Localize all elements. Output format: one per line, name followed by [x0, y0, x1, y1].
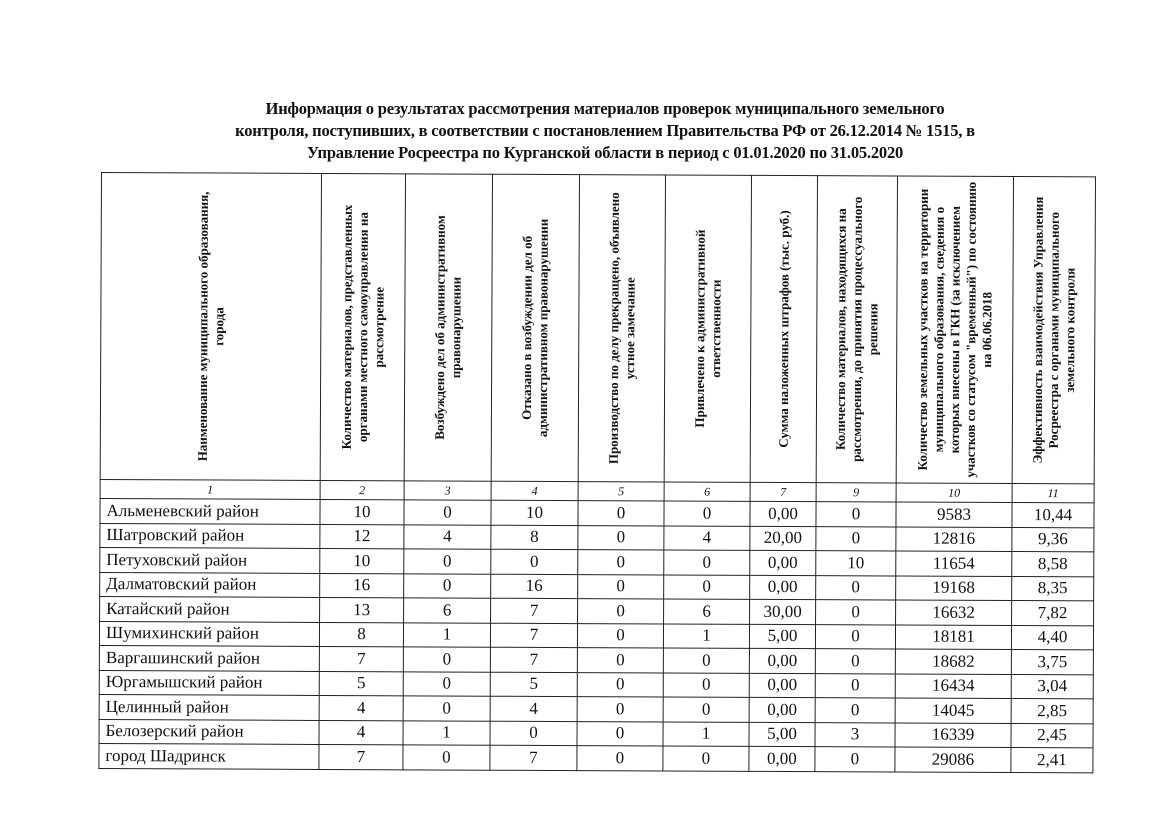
table-cell: 7: [490, 623, 577, 648]
municipality-name: Далматовский район: [100, 572, 320, 597]
table-cell: 11654: [896, 551, 1012, 576]
table-cell: 0: [404, 549, 491, 574]
column-number: 6: [664, 482, 750, 501]
table-cell: 30,00: [750, 599, 816, 624]
table-cell: 0: [578, 550, 664, 575]
municipality-name: Катайский район: [100, 596, 320, 621]
table-cell: 16: [320, 573, 404, 598]
table-cell: 0: [577, 721, 663, 746]
table-cell: 10: [491, 500, 578, 525]
table-cell: 0,00: [749, 648, 815, 673]
municipality-name: город Шадринск: [99, 743, 319, 768]
table-cell: 0: [664, 574, 750, 599]
table-cell: 0: [577, 672, 663, 697]
table-cell: 3,75: [1011, 649, 1093, 674]
header-municipality: Наименование муниципального образования, города: [100, 173, 321, 481]
title-line-1: Информация о результатах рассмотрения материалов проверок муниципального земельного: [265, 99, 945, 118]
table-cell: 16339: [895, 722, 1011, 747]
municipality-name: Альменевский район: [100, 498, 320, 523]
table-row: [99, 743, 1093, 772]
table-cell: 6: [404, 598, 491, 623]
table-cell: 0: [815, 673, 895, 698]
table-cell: 7: [491, 598, 578, 623]
table-cell: 7: [490, 745, 577, 770]
title-line-2: контроля, поступивших, в соответствии с постановлением Правительства РФ от 26.12.2014 № 1515, в: [235, 121, 975, 140]
table-cell: 1: [663, 721, 749, 746]
table-cell: 1: [403, 720, 490, 745]
table-cell: 5,00: [749, 722, 815, 747]
table-cell: 8: [319, 622, 403, 647]
table-cell: 0: [816, 526, 896, 551]
table-cell: 9583: [896, 502, 1012, 527]
table-cell: 0: [663, 697, 749, 722]
table-cell: 0: [578, 501, 664, 526]
table-cell: 0: [404, 573, 491, 598]
table-cell: 4: [664, 525, 750, 550]
table-cell: 0: [577, 746, 663, 771]
column-number: 7: [750, 482, 816, 501]
table-cell: 14045: [895, 698, 1011, 723]
header-held-liable: Привлечено к административной ответственности: [664, 175, 751, 482]
column-number: 11: [1012, 483, 1094, 502]
header-fines-sum: Сумма наложенных штрафов (тыс. руб.): [750, 175, 817, 482]
table-cell: 0,00: [750, 550, 816, 575]
table-cell: 0: [816, 575, 896, 600]
table-cell: 16434: [895, 673, 1011, 698]
table-cell: 2,41: [1011, 747, 1093, 772]
table-cell: 0: [664, 501, 750, 526]
table-cell: 0: [491, 549, 578, 574]
header-row: [100, 173, 1095, 484]
header-pending: Количество материалов, находящихся на рассмотрении, до принятия процессуального решения: [816, 176, 897, 483]
table-cell: 4: [404, 524, 491, 549]
table-cell: 10,44: [1012, 502, 1094, 527]
municipality-name: Шумихинский район: [99, 621, 319, 646]
table-cell: 0,00: [750, 501, 816, 526]
table-cell: 1: [403, 622, 490, 647]
table-cell: 10: [320, 548, 404, 573]
header-efficiency: Эффективность взаимодействия Управления Росреестра с органами муниципального земельного контроля: [1012, 176, 1095, 483]
table-cell: 0: [403, 671, 490, 696]
table-cell: 0,00: [749, 697, 815, 722]
table-cell: 13: [320, 597, 404, 622]
table-cell: 8,58: [1012, 551, 1094, 576]
header-cases-terminated: Производство по делу прекращено, объявлено устное замечание: [578, 175, 665, 482]
table-cell: 0: [663, 648, 749, 673]
column-number: 3: [404, 481, 491, 500]
table-cell: 0: [815, 698, 895, 723]
table-cell: 0: [403, 745, 490, 770]
table-cell: 0: [815, 624, 895, 649]
header-cases-refused: Отказано в возбуждении дел об административном правонарушении: [491, 174, 579, 481]
table-cell: 0: [577, 648, 663, 673]
table-cell: 0: [816, 502, 896, 527]
table-cell: 2,45: [1011, 723, 1093, 748]
table-cell: 16: [491, 574, 578, 599]
table-cell: 10: [816, 551, 896, 576]
municipality-name: Юргамышский район: [99, 670, 319, 695]
table-cell: 7: [319, 744, 403, 769]
table-cell: 5: [490, 672, 577, 697]
table-cell: 0: [663, 746, 749, 771]
table-cell: 19168: [896, 575, 1012, 600]
table-cell: 8: [491, 525, 578, 550]
table-cell: 0,00: [750, 575, 816, 600]
table-cell: 7: [319, 646, 403, 671]
column-number: 1: [100, 479, 320, 499]
results-table: [98, 172, 1096, 773]
table-cell: 0: [815, 747, 895, 772]
table-cell: 0: [403, 696, 490, 721]
table-cell: 12816: [896, 526, 1012, 551]
table-cell: 7: [490, 647, 577, 672]
table-cell: 18181: [895, 624, 1011, 649]
table-cell: 0: [578, 599, 664, 624]
column-number: 9: [816, 483, 896, 502]
table-cell: 0: [490, 721, 577, 746]
table-cell: 6: [664, 599, 750, 624]
table-cell: 0: [815, 649, 895, 674]
table-cell: 8,35: [1012, 576, 1094, 601]
table-cell: 0: [578, 574, 664, 599]
table-cell: 0: [577, 623, 663, 648]
table-cell: 10: [320, 499, 404, 524]
table-cell: 0,00: [749, 746, 815, 771]
table-cell: 4: [319, 720, 403, 745]
document-title: [150, 98, 1060, 164]
table-cell: 0: [816, 600, 896, 625]
header-materials-submitted: Количество материалов, представленных органами местного самоуправления на рассмотрение: [320, 173, 405, 480]
table-cell: 7,82: [1012, 600, 1094, 625]
header-cases-opened: Возбуждено дел об административном правонарушении: [404, 174, 492, 481]
table-cell: 20,00: [750, 526, 816, 551]
table-cell: 4: [490, 696, 577, 721]
municipality-name: Шатровский район: [100, 523, 320, 548]
table-cell: 5,00: [749, 624, 815, 649]
column-number: 2: [320, 480, 404, 499]
municipality-name: Целинный район: [99, 694, 319, 719]
column-number: 4: [491, 481, 578, 500]
table-cell: 18682: [895, 649, 1011, 674]
table-cell: 12: [320, 524, 404, 549]
column-number: 5: [578, 482, 664, 501]
table-cell: 16632: [896, 600, 1012, 625]
table-cell: 0: [404, 500, 491, 525]
table-cell: 0: [403, 647, 490, 672]
table-cell: 4,40: [1011, 625, 1093, 650]
table-cell: 4: [319, 695, 403, 720]
table-cell: 0,00: [749, 673, 815, 698]
table-cell: 5: [319, 671, 403, 696]
municipality-name: Белозерский район: [99, 719, 319, 744]
table-cell: 3: [815, 722, 895, 747]
header-land-plots: Количество земельных участков на территории муниципального образования, сведения о которых внесены в ГКН (за исключением участков со статусом "временный") по состоянию на 06.06.2018: [896, 176, 1013, 484]
table-cell: 0: [663, 672, 749, 697]
municipality-name: Варгашинский район: [99, 645, 319, 670]
table-cell: 2,85: [1011, 698, 1093, 723]
municipality-name: Петуховский район: [100, 547, 320, 572]
table-cell: 1: [663, 623, 749, 648]
table-cell: 3,04: [1011, 674, 1093, 699]
table-cell: 0: [578, 525, 664, 550]
table-cell: 0: [577, 697, 663, 722]
title-line-3: Управление Росреестра по Курганской области в период с 01.01.2020 по 31.05.2020: [306, 143, 904, 162]
column-number: 10: [896, 483, 1012, 503]
table-cell: 29086: [895, 747, 1011, 772]
table-cell: 0: [664, 550, 750, 575]
table-cell: 9,36: [1012, 527, 1094, 552]
